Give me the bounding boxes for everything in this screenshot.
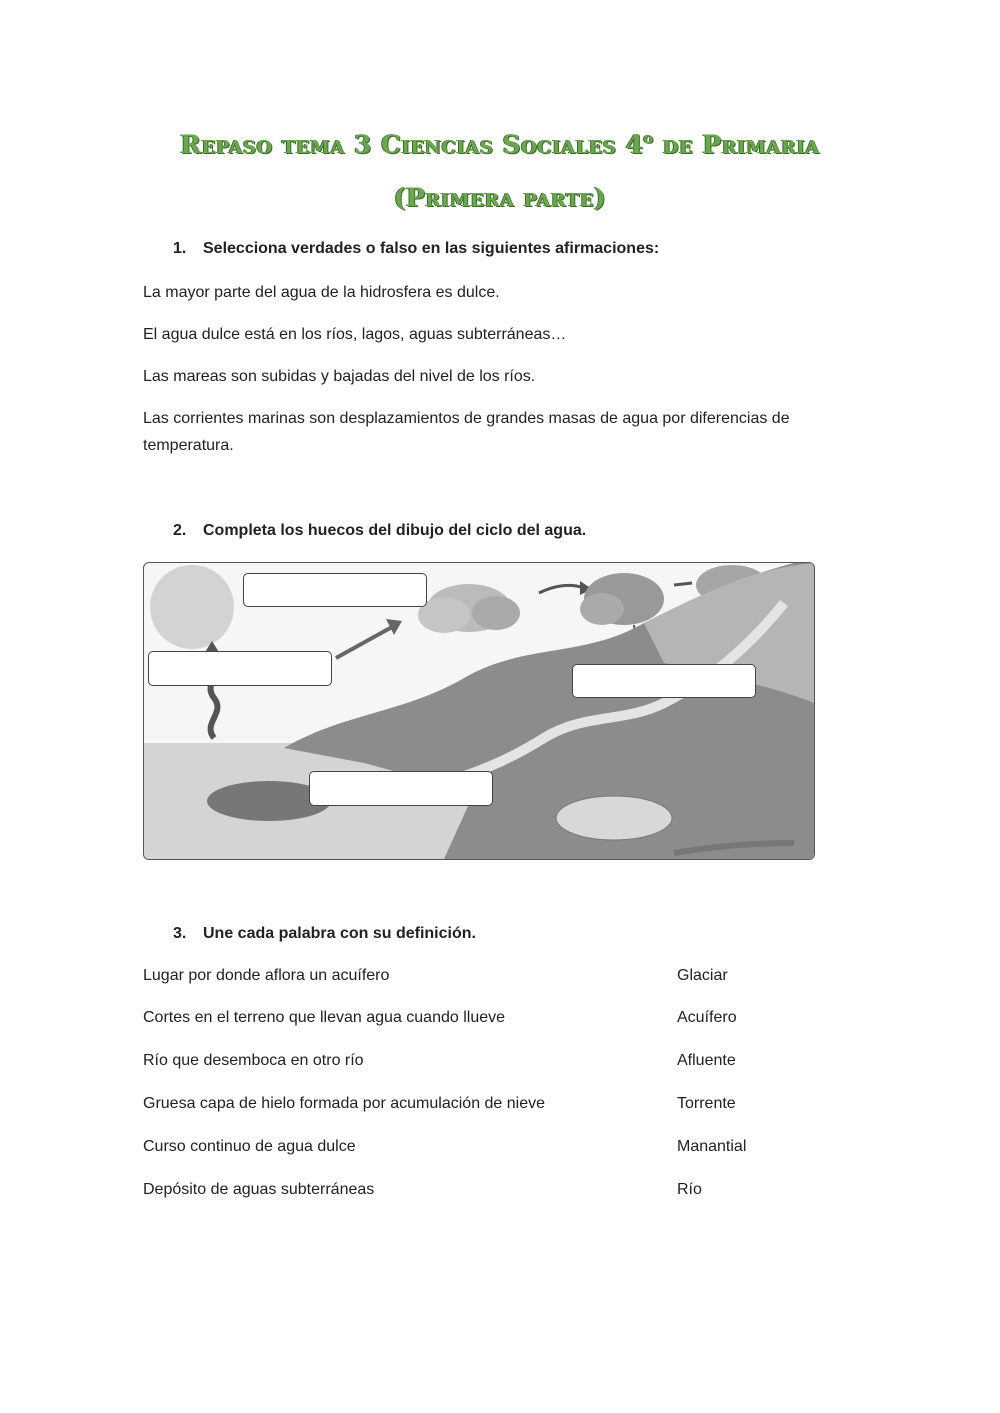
- condensation-arrow-icon: [336, 627, 392, 658]
- blank-evaporation[interactable]: [148, 651, 332, 686]
- water-cycle-illustration: [144, 563, 814, 859]
- worksheet-title: Repaso tema 3 Ciencias Sociales 4$^o$ de Primaria: [180, 128, 820, 159]
- blank-condensation[interactable]: [243, 573, 427, 607]
- word-3[interactable]: Afluente: [677, 1052, 736, 1069]
- word-2[interactable]: Acuífero: [677, 1009, 737, 1026]
- sun-icon: [150, 565, 234, 649]
- question-2-heading: 2. Completa los huecos del dibujo del ciclo del agua.: [173, 522, 587, 539]
- question-1-heading: 1. Selecciona verdades o falso en las siguientes afirmaciones:: [173, 240, 660, 257]
- word-4[interactable]: Torrente: [677, 1095, 736, 1112]
- definition-2[interactable]: Cortes en el terreno que llevan agua cuando llueve: [143, 1009, 506, 1026]
- water-cycle-diagram: [143, 562, 815, 860]
- statement-4[interactable]: Las corrientes marinas son desplazamientos de grandes masas de agua por diferencias de temperatura.: [143, 410, 790, 454]
- rain-cloud-icon: [580, 573, 664, 625]
- statement-2[interactable]: El agua dulce está en los ríos, lagos, aguas subterráneas…: [143, 326, 567, 343]
- worksheet-subtitle: (Primera parte): [393, 183, 607, 212]
- cloud-icon: [418, 584, 520, 633]
- word-5[interactable]: Manantial: [677, 1138, 747, 1155]
- definition-5[interactable]: Curso continuo de agua dulce: [143, 1138, 356, 1155]
- definition-4[interactable]: Gruesa capa de hielo formada por acumulación de nieve: [143, 1095, 546, 1112]
- word-6[interactable]: Río: [677, 1181, 702, 1198]
- blank-precipitation[interactable]: [572, 664, 756, 698]
- definition-3[interactable]: Río que desemboca en otro río: [143, 1052, 364, 1069]
- blank-runoff[interactable]: [309, 771, 493, 806]
- definition-1[interactable]: Lugar por donde aflora un acuífero: [143, 967, 390, 984]
- statement-1[interactable]: La mayor parte del agua de la hidrosfera es dulce.: [143, 284, 500, 301]
- word-1[interactable]: Glaciar: [677, 967, 728, 984]
- statement-3[interactable]: Las mareas son subidas y bajadas del nivel de los ríos.: [143, 368, 536, 385]
- question-3-heading: 3. Une cada palabra con su definición.: [173, 925, 476, 942]
- lake: [556, 796, 672, 840]
- definition-6[interactable]: Depósito de aguas subterráneas: [143, 1181, 375, 1198]
